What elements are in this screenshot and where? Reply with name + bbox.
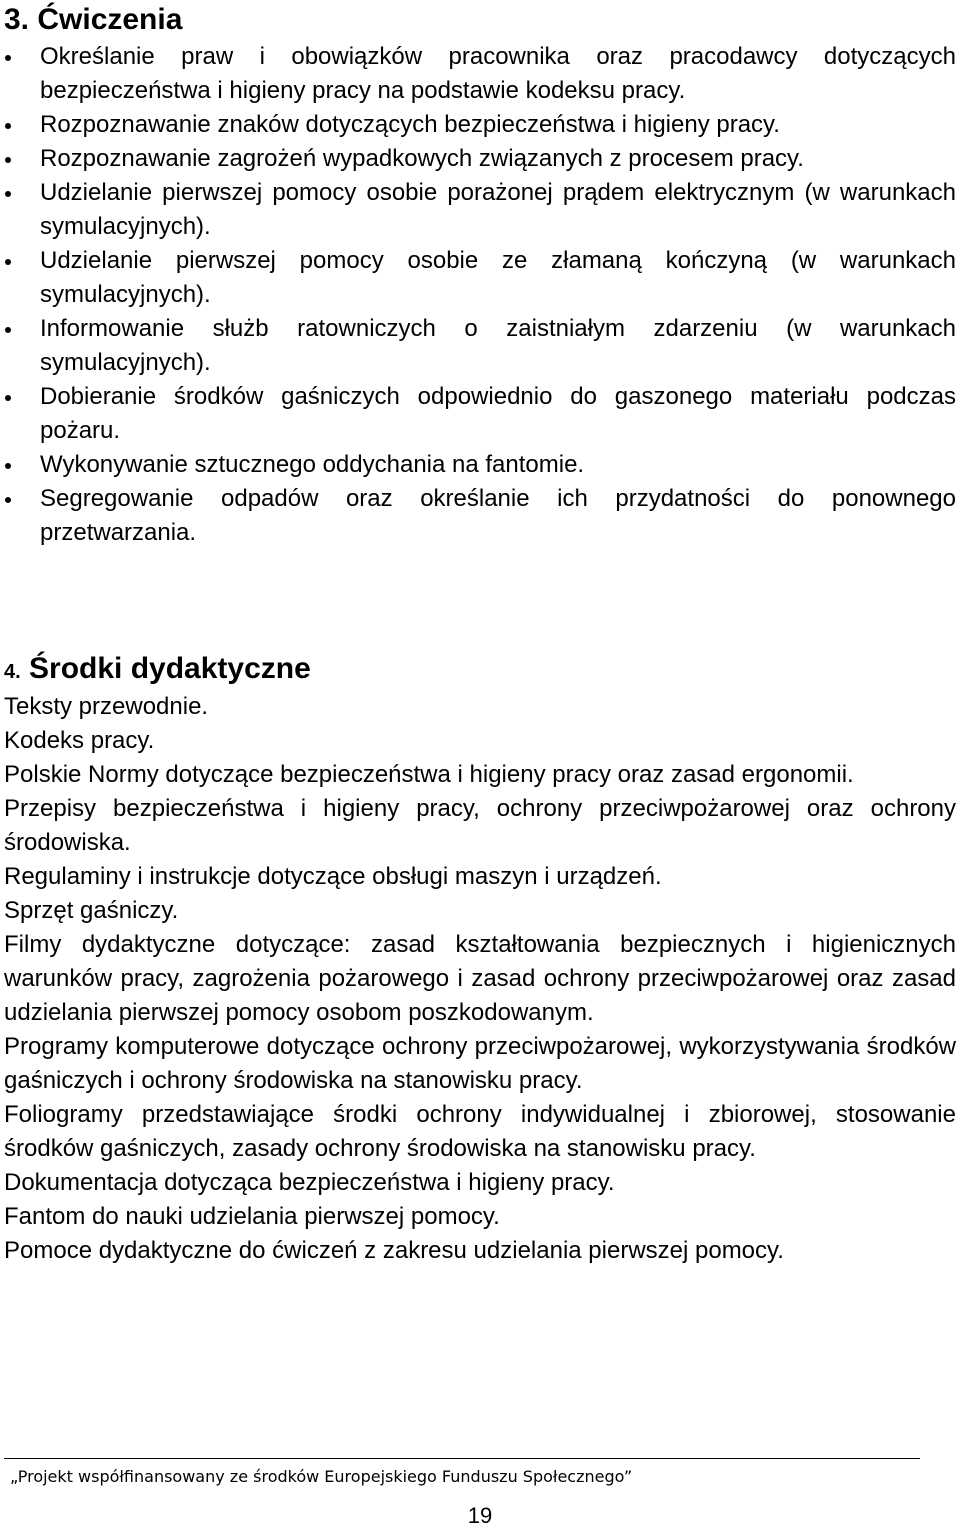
list-item — [0, 312, 956, 380]
section-4-title: Środki dydaktyczne — [29, 652, 311, 685]
list-item-text: Rozpoznawanie znaków dotyczących bezpieczeństwa i higieny pracy. — [40, 111, 780, 138]
list-item — [0, 448, 956, 482]
list-item — [0, 244, 956, 312]
paragraph: Fantom do nauki udzielania pierwszej pomocy. — [4, 1203, 500, 1230]
bullet-icon — [5, 463, 11, 469]
bullet-icon — [5, 55, 11, 61]
list-item-text: Udzielanie pierwszej pomocy osobie ze złamaną kończyną (w warunkach symulacyjnych). — [40, 247, 956, 308]
paragraph: Dokumentacja dotycząca bezpieczeństwa i higieny pracy. — [4, 1169, 615, 1196]
list-item — [0, 176, 956, 244]
paragraph: Polskie Normy dotyczące bezpieczeństwa i higieny pracy oraz zasad ergonomii. — [4, 761, 854, 788]
list-item-text: Określanie praw i obowiązków pracownika oraz pracodawcy dotyczących bezpieczeństwa i higieny pracy na podstawie kodeksu pracy. — [40, 43, 956, 104]
paragraph: Przepisy bezpieczeństwa i higieny pracy, ochrony przeciwpożarowej oraz ochrony środowiska. — [4, 795, 956, 856]
teaching-aids-list — [4, 690, 956, 1268]
section-4-number: 4. — [4, 661, 21, 683]
bullet-icon — [5, 157, 11, 163]
footer-note: „Projekt współfinansowany ze środków Europejskiego Funduszu Społecznego” — [10, 1467, 633, 1486]
list-item — [0, 380, 956, 448]
bullet-icon — [5, 191, 11, 197]
list-item-text: Segregowanie odpadów oraz określanie ich przydatności do ponownego przetwarzania. — [40, 485, 956, 546]
bullet-icon — [5, 259, 11, 265]
exercises-list — [0, 40, 956, 550]
paragraph: Filmy dydaktyczne dotyczące: zasad kształtowania bezpiecznych i higienicznych warunków pracy, zagrożenia pożarowego i zasad ochrony przeciwpożarowej oraz zasad udzielania pierwszej pomocy osobom poszkodowanym. — [4, 931, 956, 1026]
paragraph: Kodeks pracy. — [4, 727, 155, 754]
footer-divider — [4, 1458, 920, 1459]
list-item-text: Dobieranie środków gaśniczych odpowiednio do gaszonego materiału podczas pożaru. — [40, 383, 956, 444]
list-item — [0, 142, 956, 176]
bullet-icon — [5, 123, 11, 129]
section-4-heading — [4, 651, 311, 690]
list-item-text: Wykonywanie sztucznego oddychania na fantomie. — [40, 451, 585, 478]
list-item-text: Rozpoznawanie zagrożeń wypadkowych związanych z procesem pracy. — [40, 145, 804, 172]
paragraph: Sprzęt gaśniczy. — [4, 897, 179, 924]
bullet-icon — [5, 395, 11, 401]
bullet-icon — [5, 497, 11, 503]
list-item — [0, 108, 956, 142]
paragraph: Foliogramy przedstawiające środki ochrony indywidualnej i zbiorowej, stosowanie środków gaśniczych, zasady ochrony środowiska na stanowisku pracy. — [4, 1101, 956, 1162]
list-item-text: Informowanie służb ratowniczych o zaistniałym zdarzeniu (w warunkach symulacyjnych). — [40, 315, 956, 376]
paragraph: Regulaminy i instrukcje dotyczące obsługi maszyn i urządzeń. — [4, 863, 662, 890]
list-item — [0, 482, 956, 550]
paragraph: Programy komputerowe dotyczące ochrony przeciwpożarowej, wykorzystywania środków gaśniczych i ochrony środowiska na stanowisku pracy. — [4, 1033, 956, 1094]
paragraph: Teksty przewodnie. — [4, 693, 209, 720]
list-item — [0, 40, 956, 108]
paragraph: Pomoce dydaktyczne do ćwiczeń z zakresu udzielania pierwszej pomocy. — [4, 1237, 784, 1264]
section-3-heading: 3. Ćwiczenia — [4, 3, 183, 36]
bullet-icon — [5, 327, 11, 333]
page-number: 19 — [467, 1503, 493, 1528]
list-item-text: Udzielanie pierwszej pomocy osobie porażonej prądem elektrycznym (w warunkach symulacyjnych). — [40, 179, 956, 240]
